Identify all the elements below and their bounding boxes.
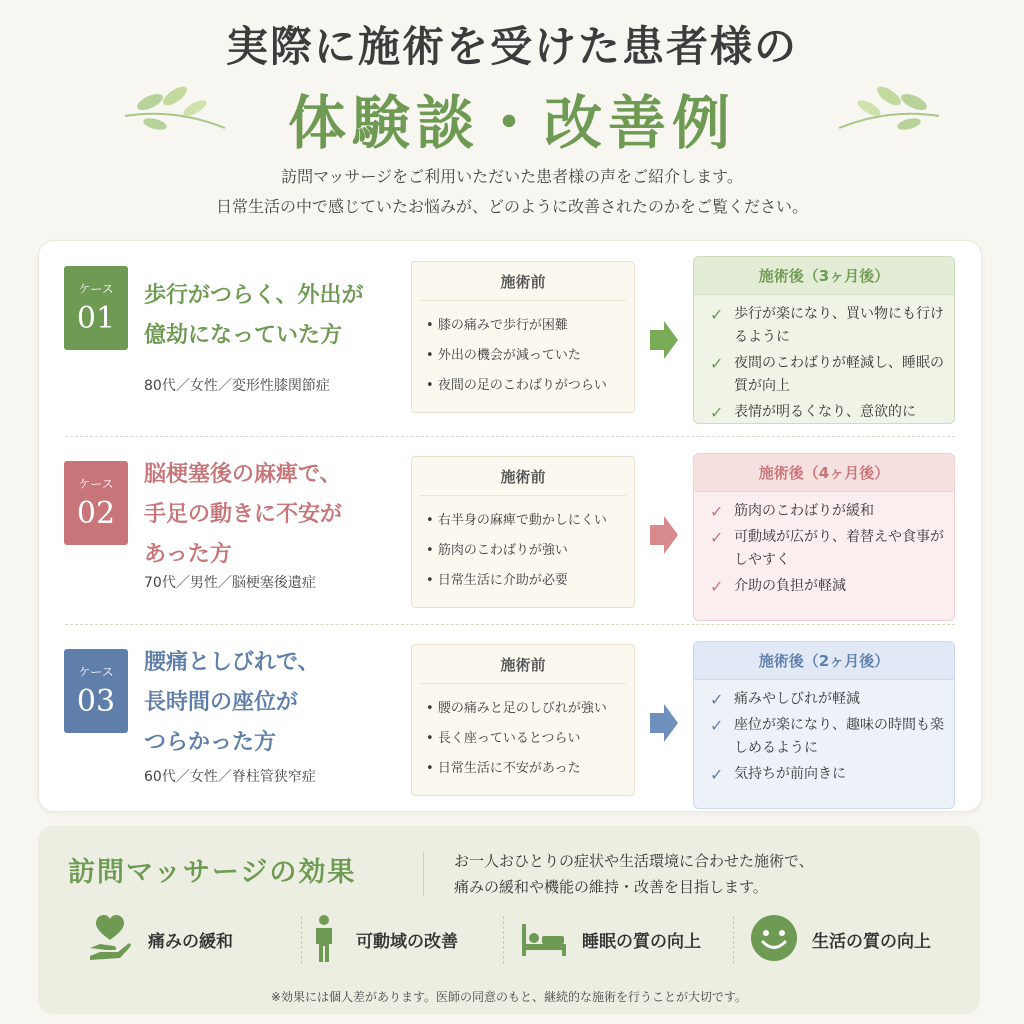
- after-list: [694, 688, 954, 786]
- check-icon: ✓: [710, 716, 724, 735]
- effects-title: 訪問マッサージの効果: [68, 857, 357, 888]
- after-item-text: 歩行が楽になり、買い物にも行けるように: [734, 306, 944, 345]
- case-title-line: つらかった方: [144, 729, 277, 755]
- case-badge: [64, 649, 128, 733]
- effect-label: 生活の質の向上: [812, 932, 931, 952]
- case-title-line: 長時間の座位が: [144, 689, 299, 715]
- case-badge-number: 01: [76, 301, 116, 336]
- case-badge: [64, 266, 128, 350]
- arrow-right-icon: [650, 704, 678, 742]
- before-heading: 施術前: [420, 262, 626, 301]
- after-item-text: 筋肉のこわばりが緩和: [734, 503, 874, 519]
- check-icon: ✓: [710, 305, 724, 324]
- check-icon: ✓: [710, 528, 724, 547]
- after-item-text: 介助の負担が軽減: [734, 578, 846, 594]
- case-title: [144, 454, 404, 574]
- effect-label: 痛みの緩和: [148, 932, 233, 952]
- before-list: [412, 311, 634, 401]
- page-title-line1: 実際に施術を受けた患者様の: [225, 22, 798, 71]
- leaf-branch-icon: [834, 86, 944, 136]
- case-badge-label: ケース: [78, 665, 114, 679]
- after-heading: 施術後（4ヶ月後）: [694, 454, 954, 492]
- effect-divider: [733, 916, 734, 964]
- after-item: [710, 575, 946, 598]
- before-item: • 日常生活に介助が必要: [426, 566, 634, 596]
- effects-divider: [423, 852, 424, 896]
- case-title-line: 脳梗塞後の麻痺で、: [144, 461, 342, 487]
- effect-label: 可動域の改善: [356, 932, 458, 952]
- page-title-line2: 体験談・改善例: [287, 89, 736, 157]
- after-item: [710, 688, 946, 711]
- before-box: [411, 644, 635, 796]
- check-icon: ✓: [710, 765, 724, 784]
- case-meta: 80代／女性／変形性膝関節症: [144, 378, 330, 394]
- effects-desc-line: 痛みの緩和や機能の維持・改善を目指します。: [454, 878, 768, 896]
- before-item: • 夜間の足のこわばりがつらい: [426, 371, 634, 401]
- case-badge-label: ケース: [78, 477, 114, 491]
- after-item: [710, 352, 946, 398]
- case-title-line: あった方: [144, 541, 232, 567]
- before-item: • 腰の痛みと足のしびれが強い: [426, 694, 634, 724]
- after-item-text: 可動域が広がり、着替えや食事がしやすく: [734, 529, 944, 568]
- after-box: [693, 641, 955, 809]
- effects-description: [454, 848, 814, 900]
- before-item: • 長く座っているとつらい: [426, 724, 634, 754]
- before-item: • 筋肉のこわばりが強い: [426, 536, 634, 566]
- effect-divider: [301, 916, 302, 964]
- after-item: [710, 526, 946, 572]
- check-icon: ✓: [710, 577, 724, 596]
- after-item: [710, 763, 946, 786]
- after-item-text: 痛みやしびれが軽減: [734, 691, 860, 707]
- person-standing-icon: [308, 914, 340, 964]
- before-item: • 外出の機会が減っていた: [426, 341, 634, 371]
- before-list: [412, 506, 634, 596]
- before-item: • 右半身の麻痺で動かしにくい: [426, 506, 634, 536]
- before-item: • 日常生活に不安があった: [426, 754, 634, 784]
- case-title-line: 億劫になっていた方: [144, 322, 343, 348]
- after-item-text: 座位が楽になり、趣味の時間も楽しめるように: [734, 717, 944, 756]
- intro-text: [0, 162, 1024, 222]
- after-box: [693, 256, 955, 424]
- after-item: [710, 401, 946, 424]
- effect-label: 睡眠の質の向上: [582, 932, 701, 952]
- case-meta: 60代／女性／脊柱管狭窄症: [144, 769, 316, 785]
- case-divider: [65, 436, 955, 437]
- effect-divider: [503, 916, 504, 964]
- case-badge-label: ケース: [78, 282, 114, 296]
- case-meta: 70代／男性／脳梗塞後遺症: [144, 575, 316, 591]
- check-icon: ✓: [710, 502, 724, 521]
- before-box: [411, 456, 635, 608]
- after-item-text: 表情が明るくなり、意欲的に: [734, 404, 916, 420]
- bed-icon: [520, 914, 568, 962]
- case-title: [144, 642, 404, 762]
- case-title-line: 歩行がつらく、外出が: [144, 282, 364, 308]
- after-item-text: 気持ちが前向きに: [734, 766, 846, 782]
- disclaimer-note: ※効果には個人差があります。医師の同意のもと、継続的な施術を行うことが大切です。: [270, 990, 748, 1004]
- case-title-line: 手足の動きに不安が: [144, 501, 343, 527]
- check-icon: ✓: [710, 403, 724, 422]
- case-divider: [65, 624, 955, 625]
- after-item: [710, 303, 946, 349]
- case-badge-number: 03: [76, 684, 116, 719]
- after-item-text: 夜間のこわばりが軽減し、睡眠の質が向上: [734, 355, 944, 394]
- before-item: • 膝の痛みで歩行が困難: [426, 311, 634, 341]
- check-icon: ✓: [710, 690, 724, 709]
- after-item: [710, 500, 946, 523]
- intro-line: 訪問マッサージをご利用いただいた患者様の声をご紹介します。: [281, 167, 743, 186]
- before-heading: 施術前: [420, 645, 626, 684]
- check-icon: ✓: [710, 354, 724, 373]
- cases-panel: [38, 240, 982, 812]
- effects-desc-line: お一人おひとりの症状や生活環境に合わせた施術で、: [454, 852, 814, 870]
- case-title: [144, 275, 404, 355]
- after-box: [693, 453, 955, 621]
- case-badge: [64, 461, 128, 545]
- after-heading: 施術後（2ヶ月後）: [694, 642, 954, 680]
- case-badge-number: 02: [76, 496, 116, 531]
- before-list: [412, 694, 634, 784]
- before-box: [411, 261, 635, 413]
- effects-panel: [38, 826, 980, 1014]
- after-list: [694, 500, 954, 598]
- after-heading: 施術後（3ヶ月後）: [694, 257, 954, 295]
- intro-line: 日常生活の中で感じていたお悩みが、どのように改善されたのかをご覧ください。: [215, 197, 808, 216]
- arrow-right-icon: [650, 321, 678, 359]
- before-heading: 施術前: [420, 457, 626, 496]
- after-item: [710, 714, 946, 760]
- case-title-line: 腰痛としびれで、: [144, 649, 320, 675]
- arrow-right-icon: [650, 516, 678, 554]
- after-list: [694, 303, 954, 424]
- heart-hand-icon: [86, 914, 134, 962]
- smile-icon: [750, 914, 798, 962]
